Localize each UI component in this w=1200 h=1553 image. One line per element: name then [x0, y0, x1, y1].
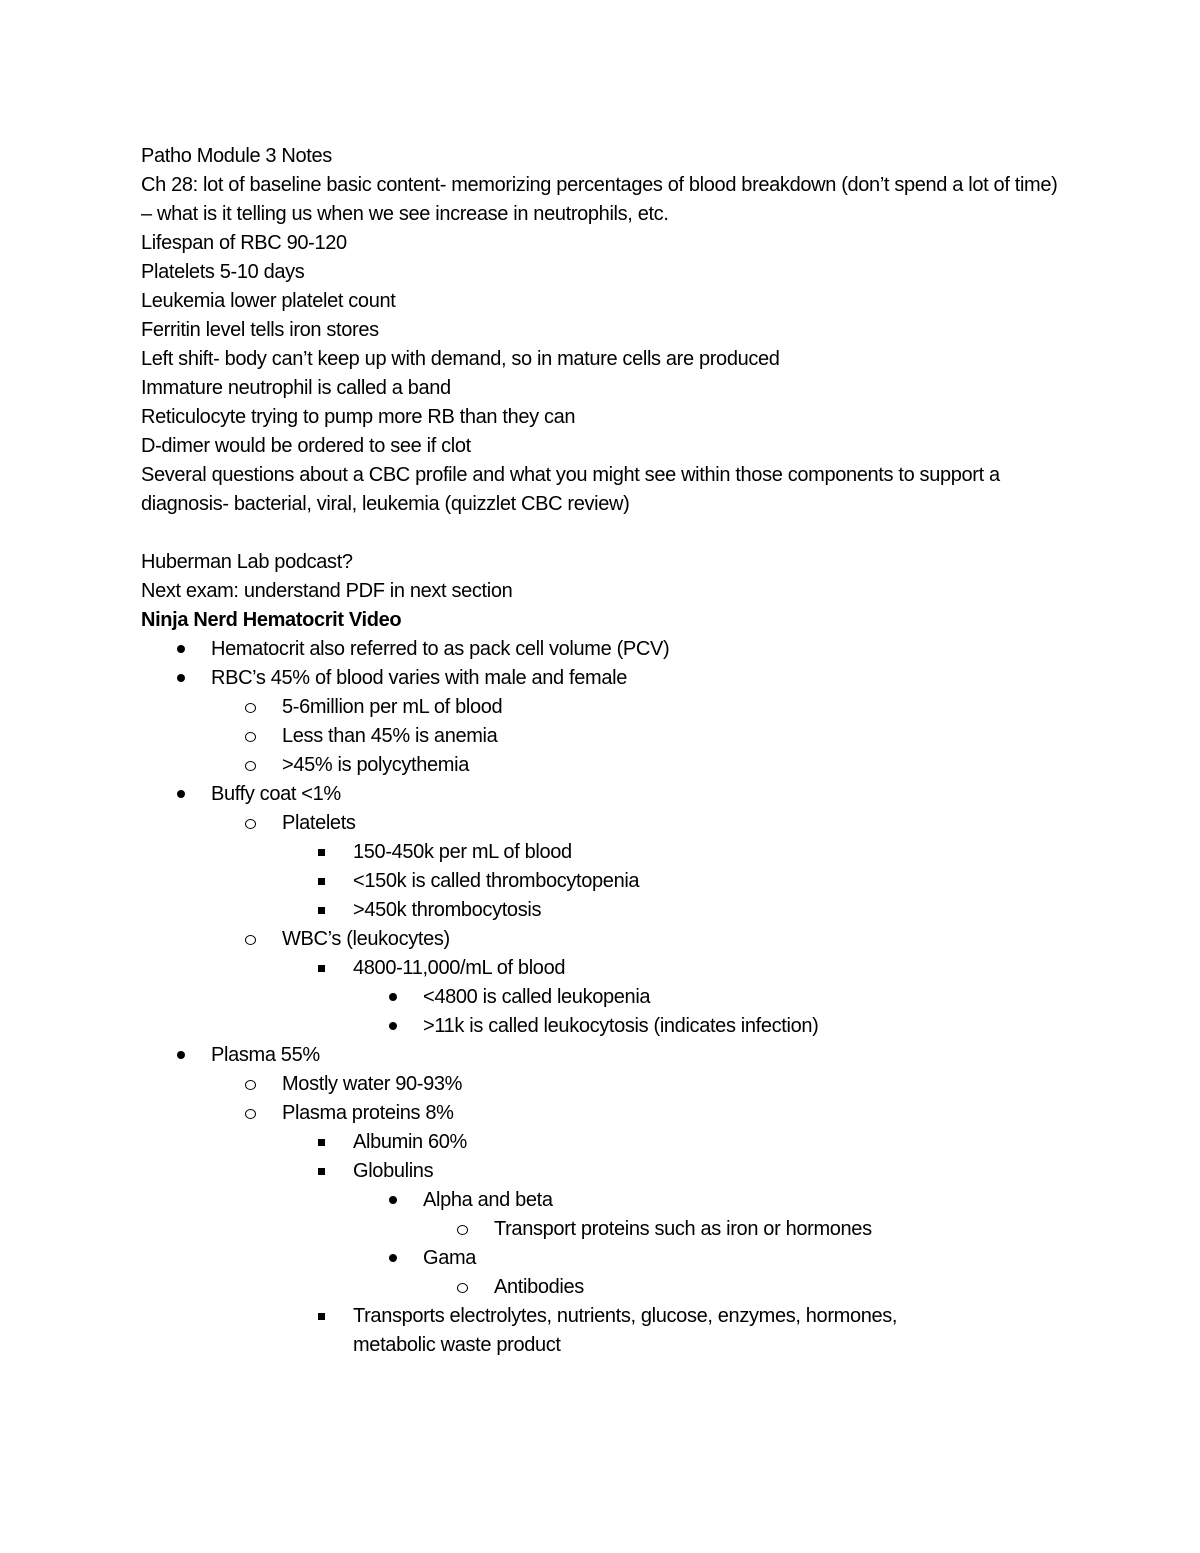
- list-item: Plasma proteins 8% Albumin 60% Globulins Alpha and beta Transport proteins such as iron or hormones Gama Antibodies Transports electrolytes, nutrients, glucose, enzymes, hormones, metabolic waste product: [211, 1099, 1061, 1360]
- note-line: Ch 28: lot of baseline basic content- memorizing percentages of blood breakdown (don’t spend a lot of time) – what is it telling us when we see increase in neutrophils, etc.: [141, 174, 1058, 225]
- sub-list: [353, 1186, 1061, 1302]
- blank-line: [141, 519, 1061, 548]
- document-title: Patho Module 3 Notes: [141, 145, 332, 167]
- list-item: Gama Antibodies: [353, 1244, 1061, 1302]
- list-item: RBC’s 45% of blood varies with male and female 5-6million per mL of blood Less than 45% is anemia >45% is polycythemia: [141, 664, 1061, 780]
- list-item: Hematocrit also referred to as pack cell volume (PCV): [211, 638, 670, 660]
- list-item: 150-450k per mL of blood: [353, 841, 572, 863]
- list-item: Platelets 150-450k per mL of blood <150k is called thrombocytopenia >450k thrombocytosis: [211, 809, 1061, 925]
- list-item: Buffy coat <1% Platelets 150-450k per mL of blood <150k is called thrombocytopenia >450k thrombocytosis WBC’s (leukocytes) 4800-11,000/mL of blood <4800 is called leukopenia >11k is called leukocytosis (indicates infection): [141, 780, 1061, 1041]
- note-line: Immature neutrophil is called a band: [141, 377, 451, 399]
- note-line: D-dimer would be ordered to see if clot: [141, 435, 471, 457]
- list-item: Mostly water 90-93%: [282, 1073, 463, 1095]
- sub-list: [282, 838, 1061, 925]
- note-line: Ferritin level tells iron stores: [141, 319, 379, 341]
- sub-list: [282, 954, 1061, 1041]
- list-item: 5-6million per mL of blood: [282, 696, 503, 718]
- outline-list: [141, 635, 1061, 1360]
- list-item: <150k is called thrombocytopenia: [353, 870, 640, 892]
- sub-list: [211, 1070, 1061, 1360]
- note-line: Platelets 5-10 days: [141, 261, 305, 283]
- list-item: >450k thrombocytosis: [353, 899, 542, 921]
- list-item: Transport proteins such as iron or hormones: [494, 1218, 872, 1240]
- sub-list: [282, 1128, 1061, 1360]
- sub-list: [211, 693, 1061, 780]
- list-item: 4800-11,000/mL of blood <4800 is called leukopenia >11k is called leukocytosis (indicates infection): [282, 954, 1061, 1041]
- list-item: Albumin 60%: [353, 1131, 467, 1153]
- note-line: Lifespan of RBC 90-120: [141, 232, 347, 254]
- document-body: [141, 142, 1061, 1360]
- sub-list: [423, 1273, 1061, 1302]
- section-heading: Ninja Nerd Hematocrit Video: [141, 609, 402, 631]
- list-item: >11k is called leukocytosis (indicates infection): [423, 1015, 819, 1037]
- list-item: Transports electrolytes, nutrients, glucose, enzymes, hormones, metabolic waste product: [353, 1305, 898, 1356]
- list-item: >45% is polycythemia: [282, 754, 469, 776]
- note-line: Several questions about a CBC profile and what you might see within those components to support a diagnosis- bacterial, viral, leukemia (quizzlet CBC review): [141, 464, 1000, 515]
- list-item: WBC’s (leukocytes) 4800-11,000/mL of blood <4800 is called leukopenia >11k is called leukocytosis (indicates infection): [211, 925, 1061, 1041]
- sub-list: [423, 1215, 1061, 1244]
- list-item: Antibodies: [494, 1276, 584, 1298]
- note-line: Next exam: understand PDF in next section: [141, 580, 513, 602]
- list-item: Globulins Alpha and beta Transport proteins such as iron or hormones Gama Antibodies: [282, 1157, 1061, 1302]
- note-line: Reticulocyte trying to pump more RB than they can: [141, 406, 576, 428]
- list-item: Less than 45% is anemia: [282, 725, 498, 747]
- list-item: Alpha and beta Transport proteins such as iron or hormones: [353, 1186, 1061, 1244]
- note-line: Leukemia lower platelet count: [141, 290, 396, 312]
- list-item: <4800 is called leukopenia: [423, 986, 651, 1008]
- sub-list: [211, 809, 1061, 1041]
- list-item: Plasma 55% Mostly water 90-93% Plasma proteins 8% Albumin 60% Globulins Alpha and beta Transport proteins such as iron or hormones Gama Antibodies Transports electrolytes, nutrients, glucose, enzymes, hormones, metabolic waste product: [141, 1041, 1061, 1360]
- sub-list: [353, 983, 1061, 1041]
- note-line: Left shift- body can’t keep up with demand, so in mature cells are produced: [141, 348, 780, 370]
- note-line: Huberman Lab podcast?: [141, 551, 353, 573]
